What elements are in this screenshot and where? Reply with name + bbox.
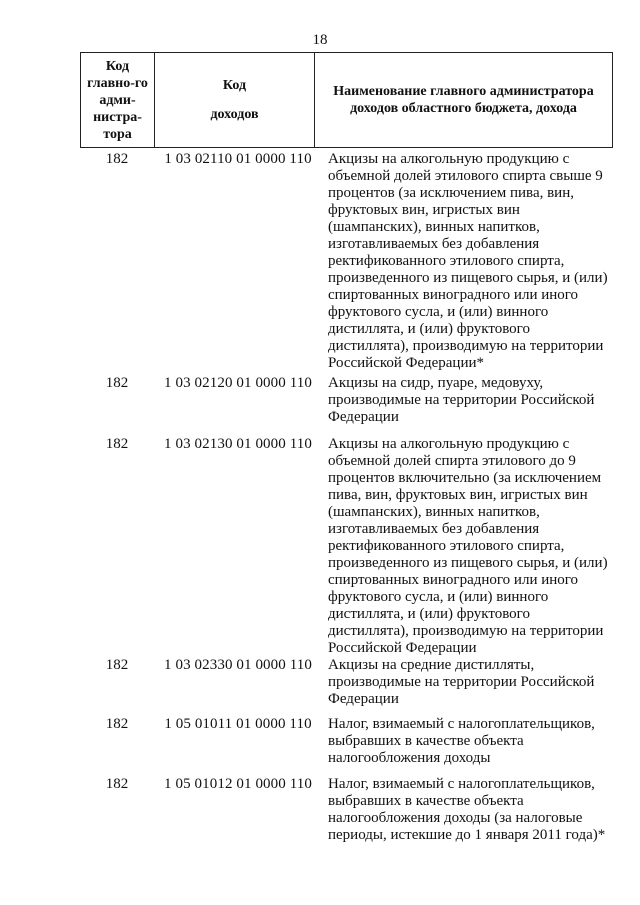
table-row [80, 657, 613, 708]
income-name-cell: Налог, взимаемый с налогоплательщиков, выбравших в качестве объекта налогообложения доходы [328, 716, 595, 766]
table-row [80, 375, 613, 426]
income-name-cell: Акцизы на алкогольную продукцию с объемной долей этилового спирта свыше 9 процентов (за исключением пива, вин, фруктовых вин, игристых вин (шампанских), винных напитков, изготавливаемых без добавления ректификованного этилового спирта, произведенного из пищевого сырья, и (или) спиртованных виноградного или иного фруктового сусла, и (или) винного дистиллята, и (или) фруктового дистиллята), производимую на территории Российской Федерации* [328, 151, 608, 371]
admin-code-cell: 182 [105, 716, 129, 732]
income-code-cell: 1 03 02130 01 0000 110 [164, 436, 312, 452]
admin-code-cell: 182 [105, 151, 129, 167]
table-row [80, 436, 613, 657]
admin-code-cell: 182 [105, 375, 129, 391]
income-code-cell: 1 03 02110 01 0000 110 [164, 151, 312, 167]
header-income-code [155, 53, 315, 148]
income-code-cell: 1 05 01012 01 0000 110 [164, 776, 312, 792]
income-code-cell: 1 05 01011 01 0000 110 [164, 716, 312, 732]
table-row [80, 776, 613, 844]
page-number: 18 [312, 32, 328, 48]
income-code-cell: 1 03 02330 01 0000 110 [164, 657, 312, 673]
admin-code-cell: 182 [105, 657, 129, 673]
header-name: Наименование главного администратора доходов областного бюджета, дохода [315, 53, 613, 148]
income-name-cell: Налог, взимаемый с налогоплательщиков, выбравших в качестве объекта налогообложения доходы (за налоговые периоды, истекшие до 1 января 2011 года)* [328, 776, 606, 843]
table-row [80, 151, 613, 372]
income-name-cell: Акцизы на сидр, пуаре, медовуху, производимые на территории Российской Федерации [328, 375, 595, 425]
income-name-cell: Акцизы на алкогольную продукцию с объемной долей спирта этилового до 9 процентов включительно (за исключением пива, вин, фруктовых вин, игристых вин (шампанских), винных напитков, изготавливаемых без добавления ректификованного этилового спирта, произведенного из пищевого сырья, и (или) спиртованных виноградного или иного фруктового сусла, и (или) винного дистиллята, и (или) фруктового дистиллята), производимую на территории Российской Федерации [328, 436, 608, 656]
admin-code-cell: 182 [105, 436, 129, 452]
income-name-cell: Акцизы на средние дистилляты, производимые на территории Российской Федерации [328, 657, 595, 707]
income-code-cell: 1 03 02120 01 0000 110 [164, 375, 312, 391]
admin-code-cell: 182 [105, 776, 129, 792]
header-income-code-line2: доходов [210, 107, 259, 122]
header-admin-code: Код главно-го адми-нистра-тора [81, 53, 155, 148]
header-income-code-line1: Код [222, 78, 247, 93]
table-header [80, 52, 613, 148]
table-row [80, 716, 613, 767]
